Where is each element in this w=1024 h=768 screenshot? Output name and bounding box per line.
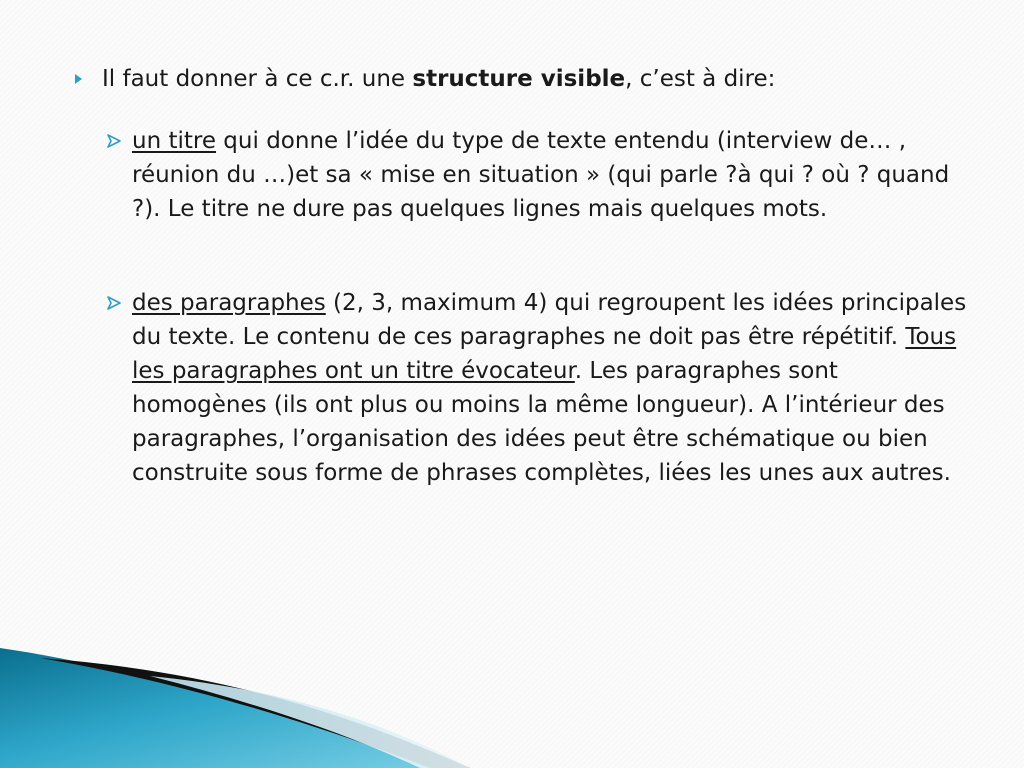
- sub-bullet-rest-a: (2, 3, maximum 4) qui regroupent les idées principales du texte. Le contenu de ces paragraphes ne doit pas être répétitif.: [132, 290, 967, 350]
- sub-bullet-rest-b: . Les paragraphes sont homogènes (ils ont plus ou moins la même longueur). A l’intérieur des paragraphes, l’organisation des idées peut être schématique ou bien construite sous forme de phrases complètes, liées les unes aux autres.: [132, 358, 951, 486]
- sub-bullet-rest: qui donne l’idée du type de texte entendu (interview de… , réunion du …)et sa « mise en situation » (qui parle ?à qui ? où ? quand ?). Le titre ne dure pas quelques lignes mais quelques mots.: [132, 128, 950, 222]
- main-bullet-bold: structure visible: [412, 66, 626, 92]
- titre-link[interactable]: un titre: [132, 128, 216, 154]
- paragraphes-link[interactable]: des paragraphes: [132, 290, 326, 316]
- main-bullet-prefix: Il faut donner à ce c.r. une: [102, 66, 413, 92]
- titre-evocateur-link[interactable]: Tous les paragraphes ont un titre évocateur: [132, 324, 957, 384]
- main-bullet-suffix: , c’est à dire:: [625, 66, 776, 92]
